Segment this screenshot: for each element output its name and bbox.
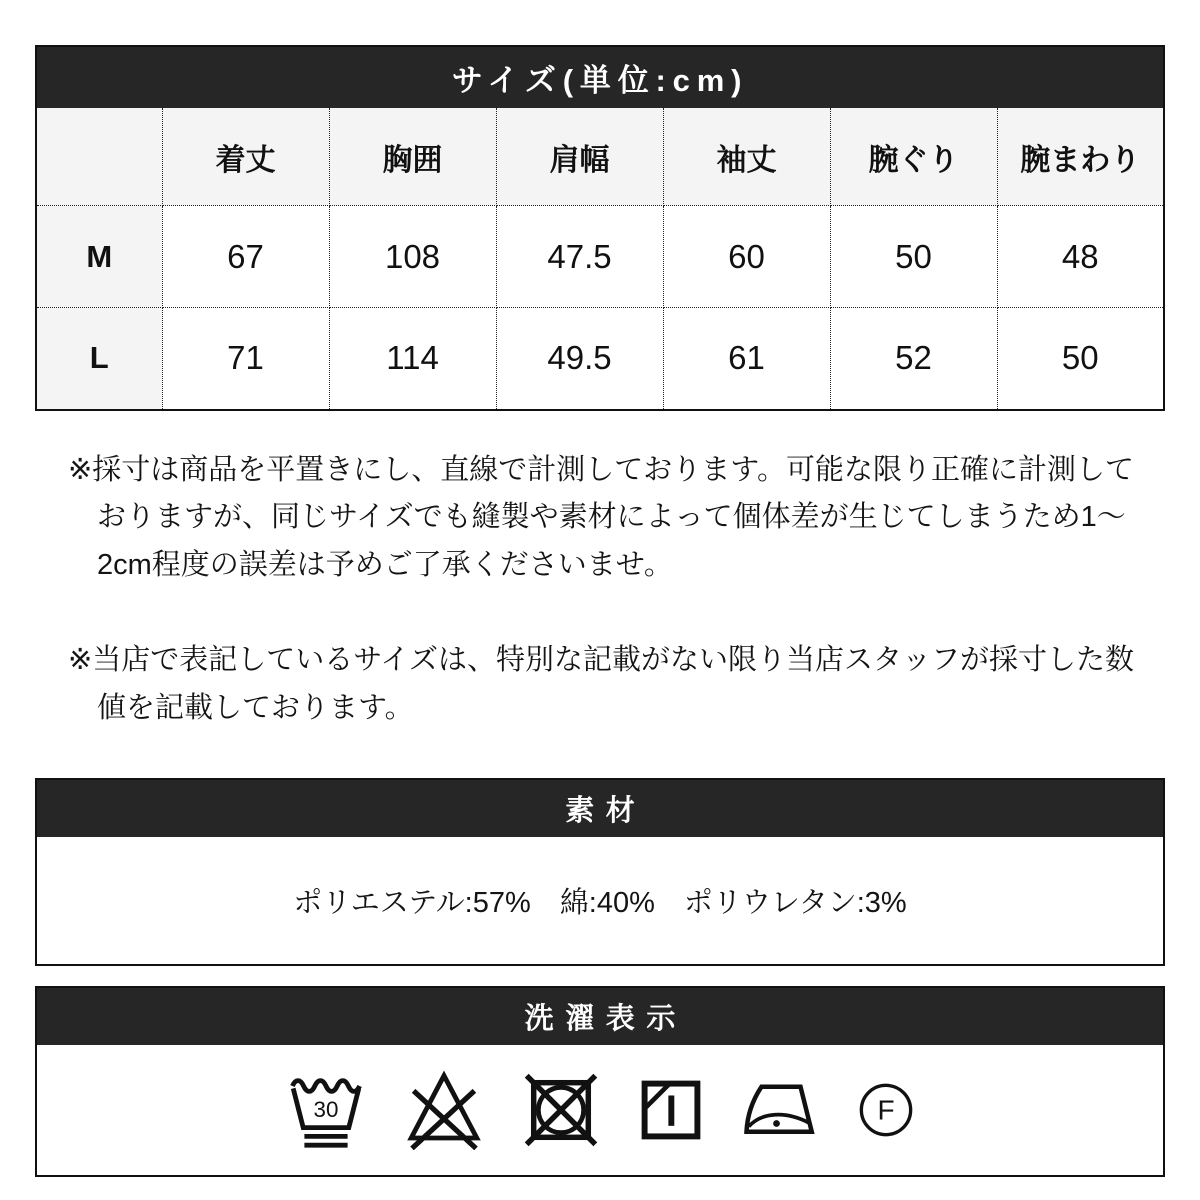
size-table (35, 45, 1165, 411)
size-table-title: サイズ(単位:cm) (36, 46, 1164, 108)
column-header-sleeve: 袖丈 (663, 108, 830, 206)
size-value: 50 (830, 206, 997, 308)
size-table-corner-cell (36, 108, 162, 206)
column-header-arm-width: 腕まわり (997, 108, 1164, 206)
material-panel (35, 778, 1165, 966)
size-row-label: L (36, 308, 162, 410)
dry-clean-f-icon (858, 1082, 914, 1138)
care-symbols-row (37, 1045, 1163, 1175)
iron-low-heat-icon (742, 1082, 820, 1138)
table-row-size-l (36, 308, 1164, 410)
table-row-size-m (36, 206, 1164, 308)
size-value: 61 (663, 308, 830, 410)
size-value: 48 (997, 206, 1164, 308)
line-dry-in-shade-icon (638, 1077, 704, 1143)
care-panel-title: 洗濯表示 (37, 988, 1163, 1045)
do-not-tumble-dry-icon (522, 1071, 600, 1149)
svg-text:30: 30 (313, 1097, 339, 1123)
note-staff-measured: ※当店で表記しているサイズは、特別な記載がない限り当店スタッフが採寸した数値を記載しております。 (68, 644, 1134, 724)
column-header-shoulder: 肩幅 (496, 108, 663, 206)
size-value: 67 (162, 206, 329, 308)
size-value: 49.5 (496, 308, 663, 410)
column-header-body-length: 着丈 (162, 108, 329, 206)
size-value: 108 (329, 206, 496, 308)
svg-text:F: F (877, 1094, 895, 1126)
column-header-chest: 胸囲 (329, 108, 496, 206)
material-composition: ポリエステル:57% 綿:40% ポリウレタン:3% (293, 887, 907, 920)
size-value: 71 (162, 308, 329, 410)
material-panel-title: 素材 (37, 780, 1163, 837)
size-value: 114 (329, 308, 496, 410)
wash-tub-30-icon (286, 1070, 366, 1150)
size-value: 52 (830, 308, 997, 410)
size-value: 50 (997, 308, 1164, 410)
column-header-armhole: 腕ぐり (830, 108, 997, 206)
measurement-notes (68, 447, 1136, 733)
size-row-label: M (36, 206, 162, 308)
note-measurement-accuracy: ※採寸は商品を平置きにし、直線で計測しております。可能な限り正確に計測しておりますが、同じサイズでも縫製や素材によって個体差が生じてしまうため1〜2cm程度の誤差は予めご了承くださいませ。 (68, 453, 1134, 581)
size-value: 47.5 (496, 206, 663, 308)
care-panel (35, 986, 1165, 1177)
size-value: 60 (663, 206, 830, 308)
do-not-bleach-icon (404, 1070, 484, 1150)
